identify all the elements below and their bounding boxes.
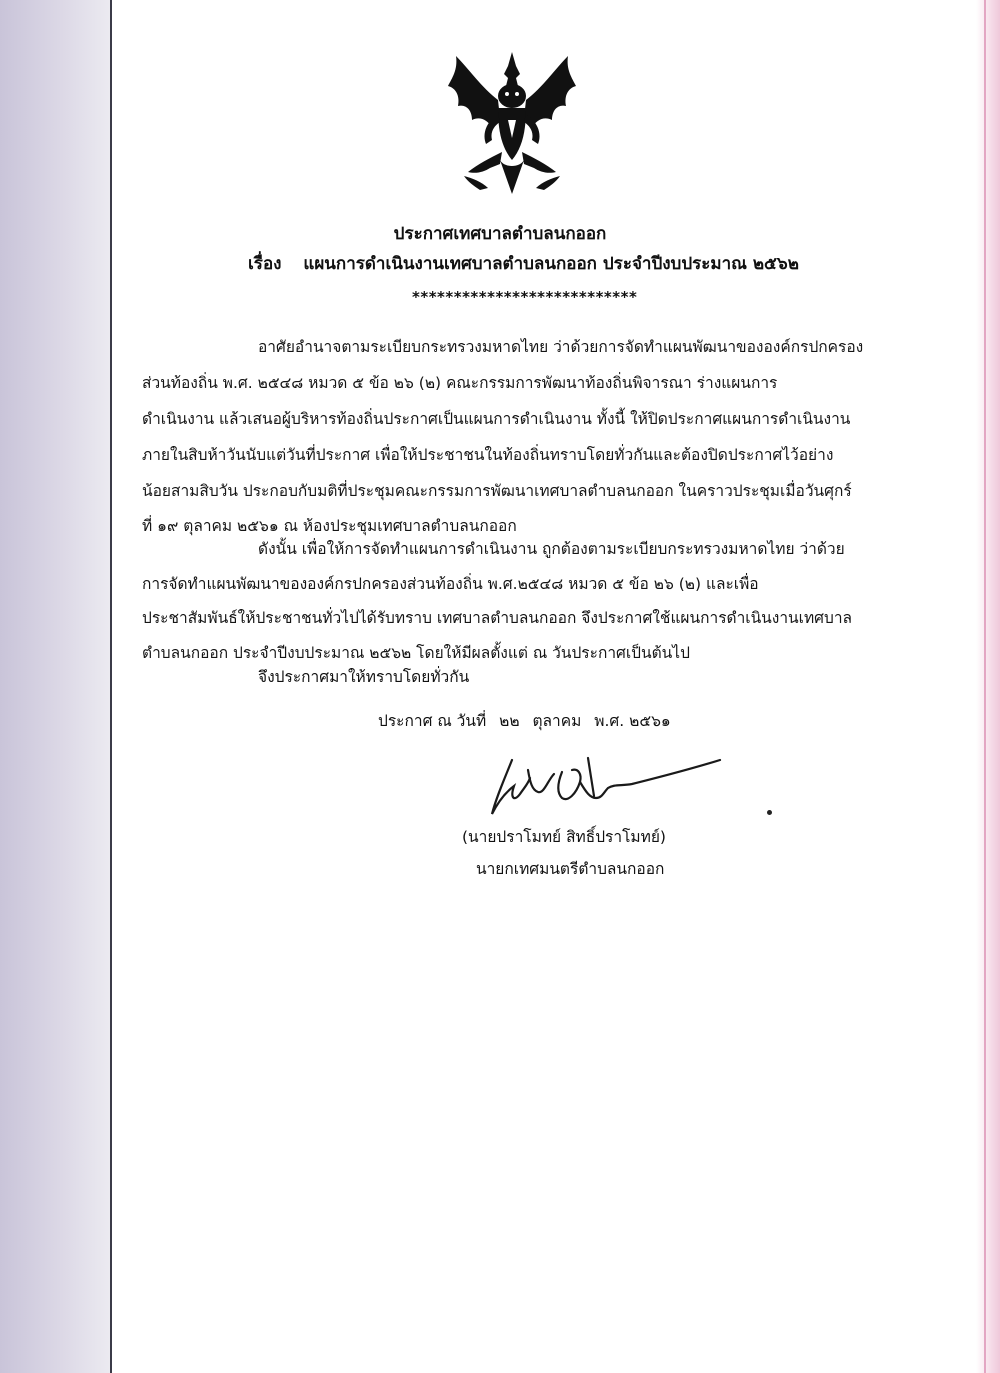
subject-label: เรื่อง [248,254,282,274]
subject-line [248,250,799,277]
paragraph-2-line: ดังนั้น เพื่อให้การจัดทำแผนการดำเนินงาน ถูกต้องตามระเบียบกระทรวงมหาดไทย ว่าด้วย [258,540,845,558]
date-prefix: ประกาศ ณ วันที่ [378,712,487,730]
page-edge-right [976,0,1000,1373]
binding-edge [0,0,112,1373]
document-title: ประกาศเทศบาลตำบลนกออก [393,224,607,244]
paragraph-1-line: ภายในสิบห้าวันนับแต่วันที่ประกาศ เพื่อให้ประชาชนในท้องถิ่นทราบโดยทั่วกันและต้องปิดประกาศไว้อย่าง [142,446,834,464]
date-day: ๒๒ [499,712,520,730]
paragraph-1-line: ที่ ๑๙ ตุลาคม ๒๕๖๑ ณ ห้องประชุมเทศบาลตำบลนกออก [142,517,517,535]
paragraph-1-line: ดำเนินงาน แล้วเสนอผู้บริหารท้องถิ่นประกาศเป็นแผนการดำเนินงาน ทั้งนี้ ให้ปิดประกาศแผนการดำเนินงาน [142,410,851,428]
date-month: ตุลาคม [532,712,582,730]
paragraph-1-line: อาศัยอำนาจตามระเบียบกระทรวงมหาดไทย ว่าด้วยการจัดทำแผนพัฒนาขององค์กรปกครอง [258,338,864,356]
paragraph-2-line: ตำบลนกออก ประจำปีงบประมาณ ๒๕๖๒ โดยให้มีผลตั้งแต่ ณ วันประกาศเป็นต้นไป [142,644,690,662]
announcement-date [378,708,679,733]
closing-statement: จึงประกาศมาให้ทราบโดยทั่วกัน [258,668,470,686]
page-edge-line [984,0,986,1373]
garuda-emblem-icon [442,48,582,196]
signatory-name: (นายปราโมทย์ สิทธิ์ปราโมทย์) [462,828,666,846]
date-year: พ.ศ. ๒๕๖๑ [594,712,671,730]
paragraph-1-line: น้อยสามสิบวัน ประกอบกับมติที่ประชุมคณะกรรมการพัฒนาเทศบาลตำบลนกออก ในคราวประชุมเมื่อวันศุกร์ [142,482,852,500]
paragraph-2-line: การจัดทำแผนพัฒนาขององค์กรปกครองส่วนท้องถิ่น พ.ศ.๒๕๔๘ หมวด ๕ ข้อ ๒๖ (๒) และเพื่อ [142,575,759,593]
signatory-position: นายกเทศมนตรีตำบลนกออก [476,860,665,878]
signature-icon [484,740,724,830]
paragraph-1-line: ส่วนท้องถิ่น พ.ศ. ๒๕๔๘ หมวด ๕ ข้อ ๒๖ (๒) คณะกรรมการพัฒนาท้องถิ่นพิจารณา ร่างแผนการ [142,374,778,392]
ink-dot [767,810,772,815]
separator: *************************** [412,288,638,306]
paragraph-2-line: ประชาสัมพันธ์ให้ประชาชนทั่วไปได้รับทราบ เทศบาลตำบลนกออก จึงประกาศใช้แผนการดำเนินงานเทศบาล [142,609,853,627]
subject-text: แผนการดำเนินงานเทศบาลตำบลนกออก ประจำปีงบประมาณ ๒๕๖๒ [303,254,799,274]
binding-line [110,0,112,1373]
